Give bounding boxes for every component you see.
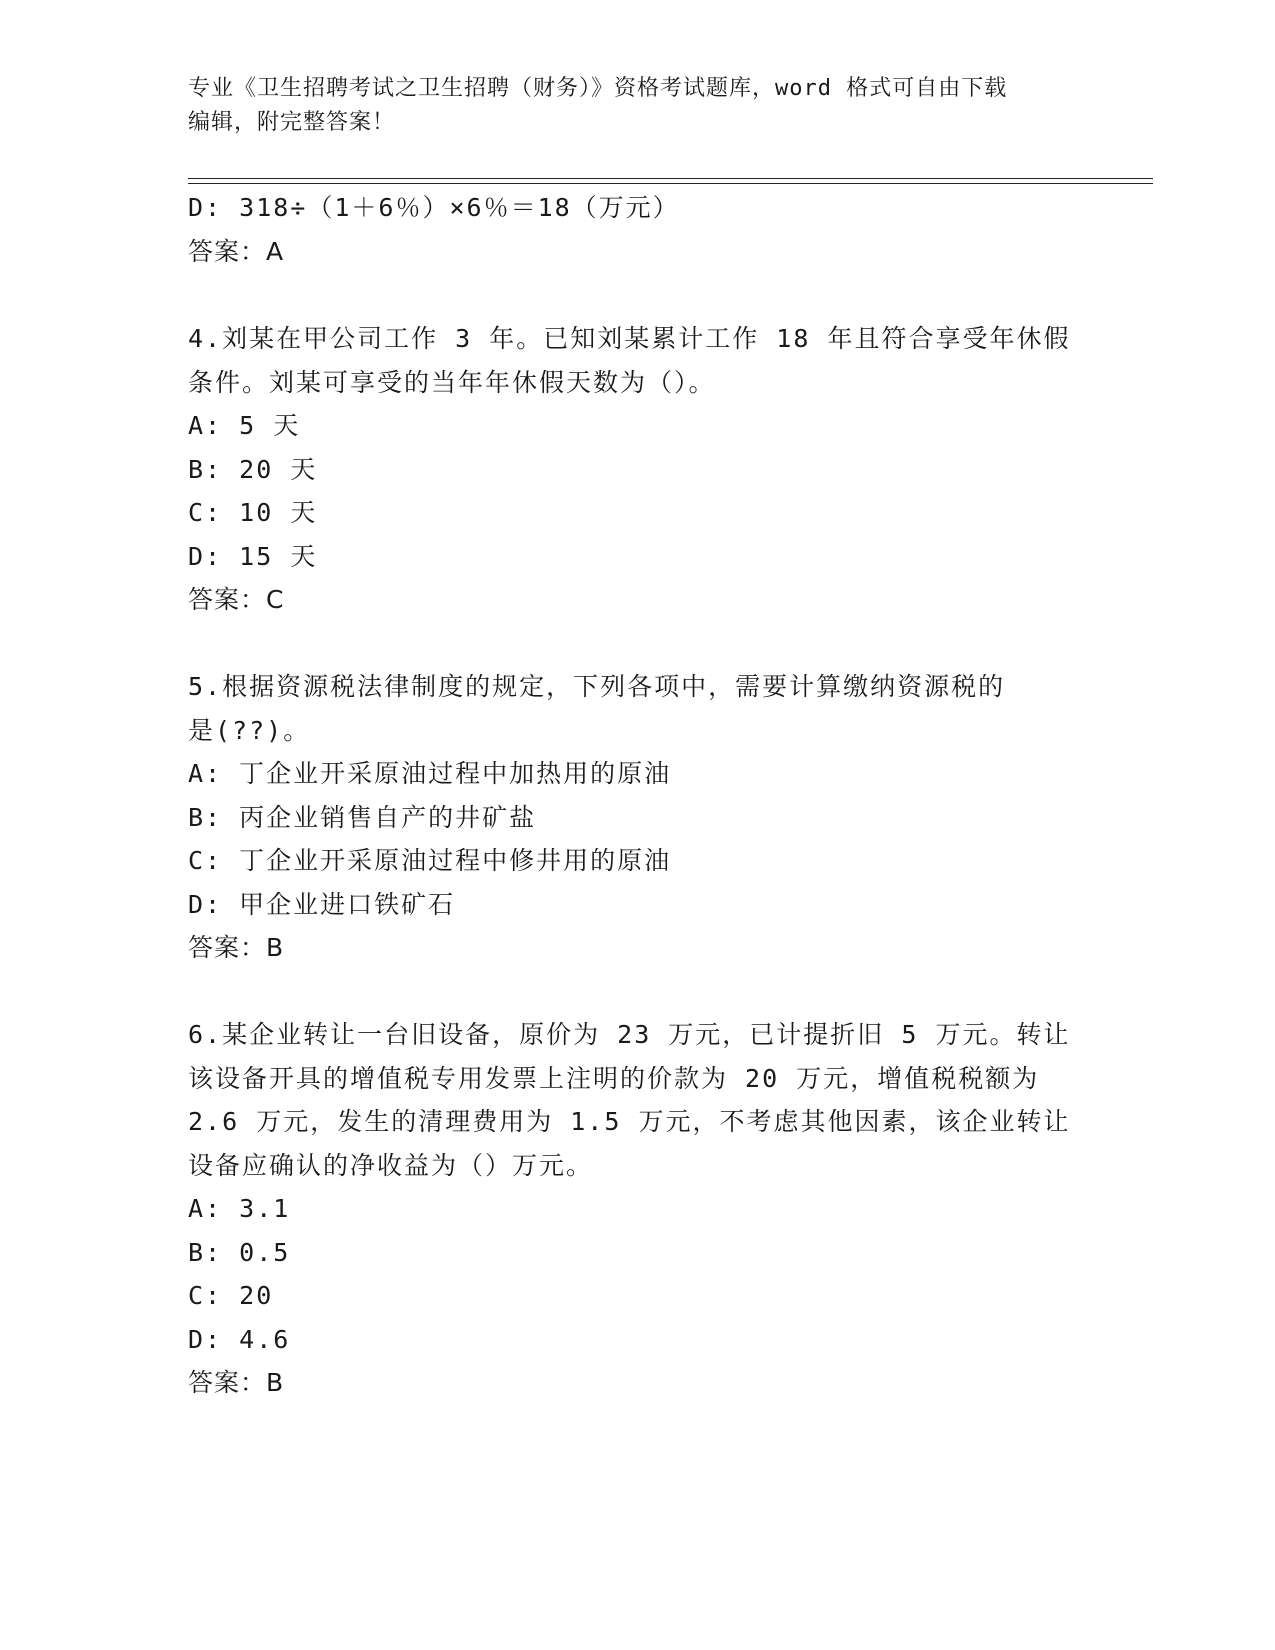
q5-option-c: C: 丁企业开采原油过程中修井用的原油: [188, 846, 672, 875]
q6-option-c: C: 20: [188, 1281, 274, 1310]
q5-answer: 答案：B: [188, 933, 285, 962]
q6-text-line-2: 该设备开具的增值税专用发票上注明的价款为 20 万元，增值税税额为: [188, 1064, 1040, 1093]
q4-option-b: B: 20 天: [188, 455, 318, 484]
q4-option-c: C: 10 天: [188, 498, 318, 527]
q4-answer: 答案：C: [188, 585, 285, 614]
q4-option-d: D: 15 天: [188, 542, 318, 571]
q5-option-b: B: 丙企业销售自产的井矿盐: [188, 803, 537, 832]
header-divider-top: [188, 178, 1153, 179]
q5-text-line-1: 5.根据资源税法律制度的规定，下列各项中，需要计算缴纳资源税的: [188, 672, 1006, 701]
q6-option-d: D: 4.6: [188, 1325, 291, 1354]
q6-option-a: A: 3.1: [188, 1194, 291, 1223]
header-divider-bottom: [188, 183, 1153, 184]
q6-text-line-1: 6.某企业转让一台旧设备，原价为 23 万元，已计提折旧 5 万元。转让: [188, 1020, 1071, 1049]
prev-option-d: D: 318÷（1＋6％）×6％＝18（万元）: [188, 193, 680, 222]
q6-text-line-3: 2.6 万元，发生的清理费用为 1.5 万元，不考虑其他因素，该企业转让: [188, 1107, 1071, 1136]
q4-option-a: A: 5 天: [188, 411, 301, 440]
q4-text-line-2: 条件。刘某可享受的当年年休假天数为（）。: [188, 368, 716, 397]
q5-option-d: D: 甲企业进口铁矿石: [188, 890, 456, 919]
q5-option-a: A: 丁企业开采原油过程中加热用的原油: [188, 759, 672, 788]
prev-answer: 答案：A: [188, 237, 285, 266]
q5-text-line-2: 是(??)。: [188, 716, 311, 745]
document-header: [188, 72, 1088, 140]
q6-text-line-4: 设备应确认的净收益为（）万元。: [188, 1151, 594, 1180]
header-line-1: 专业《卫生招聘考试之卫生招聘（财务）》资格考试题库，word 格式可自由下载: [188, 76, 1008, 101]
q6-option-b: B: 0.5: [188, 1238, 291, 1267]
q6-answer: 答案：B: [188, 1368, 285, 1397]
q4-text-line-1: 4.刘某在甲公司工作 3 年。已知刘某累计工作 18 年且符合享受年休假: [188, 324, 1071, 353]
header-line-2: 编辑，附完整答案！: [188, 110, 396, 135]
